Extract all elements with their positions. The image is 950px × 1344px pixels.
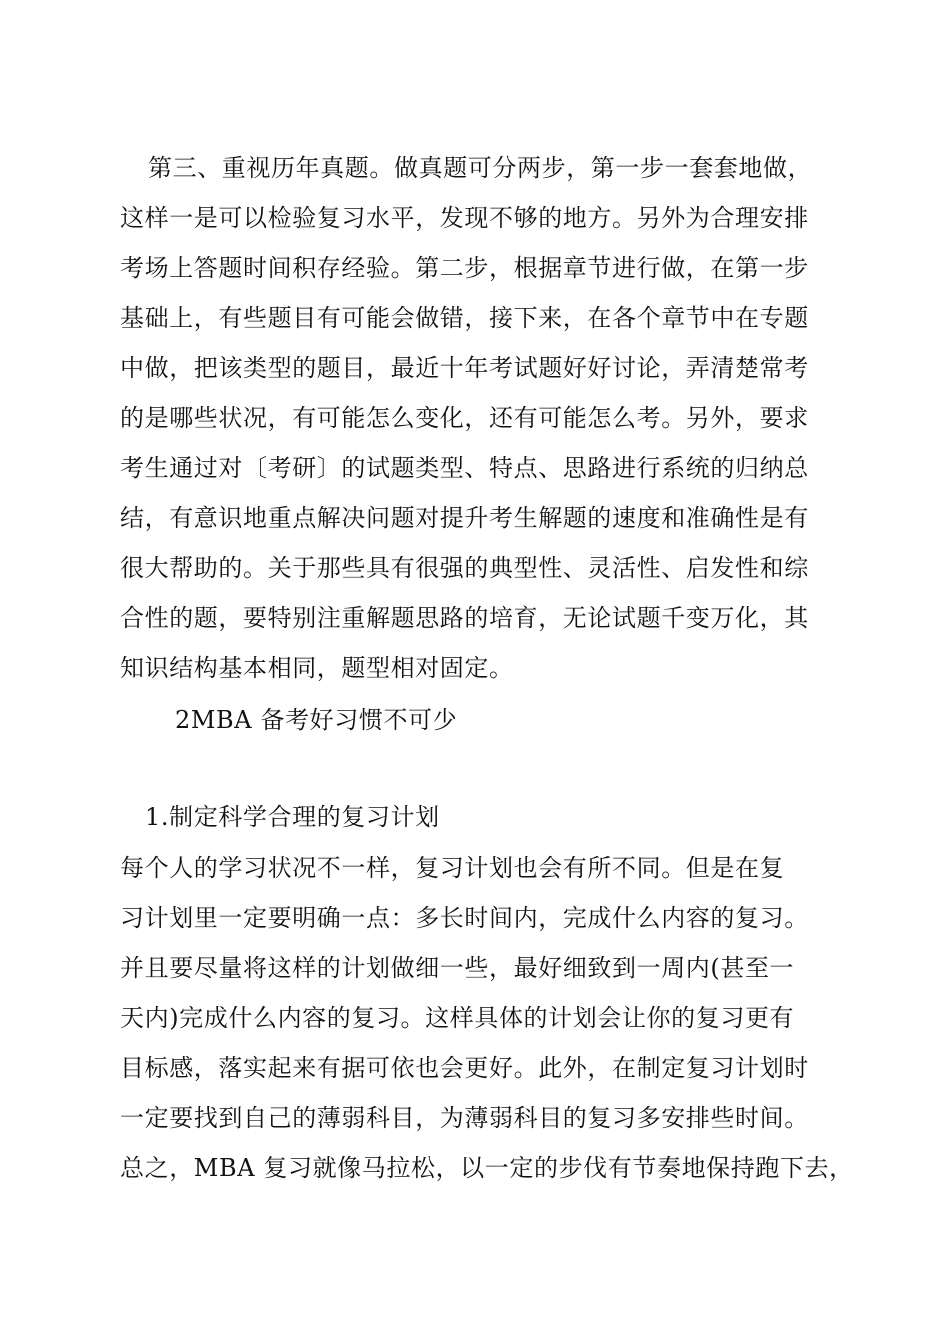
- paragraph-line: 并且要尽量将这样的计划做细一些，最好细致到一周内(甚至一: [120, 954, 795, 982]
- subsection-heading: 1.制定科学合理的复习计划: [145, 803, 440, 831]
- paragraph-line: 习计划里一定要明确一点：多长时间内，完成什么内容的复习。: [120, 904, 809, 932]
- paragraph-line: 的是哪些状况，有可能怎么变化，还有可能怎么考。另外，要求: [120, 404, 809, 432]
- paragraph-line: 考生通过对〔考研〕的试题类型、特点、思路进行系统的归纳总: [120, 454, 809, 482]
- paragraph-line: 很大帮助的。关于那些具有很强的典型性、灵活性、启发性和综: [120, 554, 809, 582]
- paragraph-line: 目标感，落实起来有据可依也会更好。此外，在制定复习计划时: [120, 1054, 809, 1082]
- paragraph-line: 合性的题，要特别注重解题思路的培育，无论试题千变万化，其: [120, 604, 809, 632]
- paragraph-line: 第三、重视历年真题。做真题可分两步，第一步一套套地做，: [148, 154, 813, 182]
- paragraph-line: 一定要找到自己的薄弱科目，为薄弱科目的复习多安排些时间。: [120, 1104, 809, 1132]
- paragraph-line: 结，有意识地重点解决问题对提升考生解题的速度和准确性是有: [120, 504, 809, 532]
- paragraph-line: 每个人的学习状况不一样，复习计划也会有所不同。但是在复: [120, 854, 785, 882]
- section-heading: 2MBA 备考好习惯不可少: [175, 706, 458, 734]
- paragraph-line: 中做，把该类型的题目，最近十年考试题好好讨论，弄清楚常考: [120, 354, 809, 382]
- paragraph-line: 基础上，有些题目有可能会做错，接下来，在各个章节中在专题: [120, 304, 809, 332]
- paragraph-line: 知识结构基本相同，题型相对固定。: [120, 654, 514, 682]
- paragraph-line: 这样一是可以检验复习水平，发现不够的地方。另外为合理安排: [120, 204, 809, 232]
- paragraph-line: 考场上答题时间积存经验。第二步，根据章节进行做，在第一步: [120, 254, 809, 282]
- paragraph-line: 天内)完成什么内容的复习。这样具体的计划会让你的复习更有: [120, 1004, 795, 1032]
- paragraph-line: 总之，MBA 复习就像马拉松，以一定的步伐有节奏地保持跑下去，: [120, 1154, 854, 1182]
